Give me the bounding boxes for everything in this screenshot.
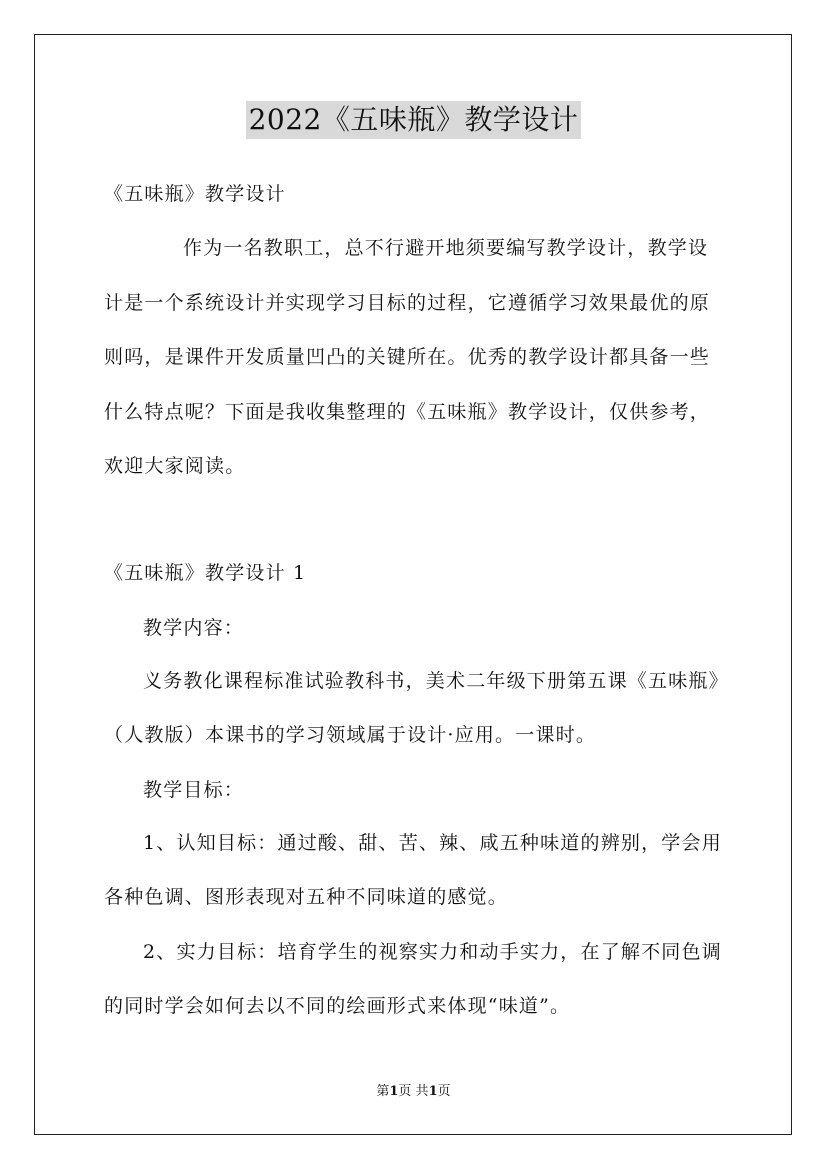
- page-footer: [0, 1083, 827, 1101]
- goal2-line-2: 的同时学会如何去以不同的绘画形式来体现“味道”。: [104, 995, 571, 1017]
- title-container: [0, 101, 827, 139]
- document-title: 2022《五味瓶》教学设计: [246, 101, 582, 139]
- content-line-1: 义务教化课程标准试验教科书，美术二年级下册第五课《五味瓶》: [143, 670, 729, 692]
- goal1-line-2: 各种色调、图形表现对五种不同味道的感觉。: [104, 886, 509, 908]
- footer-mid: 页 共: [398, 1084, 429, 1099]
- goal1-line-1: 1、认知目标：通过酸、甜、苦、辣、咸五种味道的辨别，学会用: [143, 832, 722, 854]
- current-page-number: 1: [389, 1084, 399, 1099]
- content-heading: 教学内容：: [143, 617, 245, 639]
- intro-line-3: 则吗，是课件开发质量凹凸的关键所在。优秀的教学设计都具备一些: [104, 346, 711, 368]
- intro-line-2: 计是一个系统设计并实现学习目标的过程，它遵循学习效果最优的原: [104, 292, 711, 314]
- total-pages-number: 1: [428, 1084, 438, 1099]
- goal2-line-1: 2、实力目标：培育学生的视察实力和动手实力，在了解不同色调: [143, 941, 722, 963]
- intro-line-4: 什么特点呢？下面是我收集整理的《五味瓶》教学设计，仅供参考，: [104, 401, 711, 423]
- section1-heading: 《五味瓶》教学设计 1: [104, 562, 307, 584]
- intro-line-5: 欢迎大家阅读。: [104, 455, 246, 477]
- intro-line-1: 作为一名教职工，总不行避开地须要编写教学设计，教学设: [183, 237, 709, 259]
- goals-heading: 教学目标：: [143, 779, 245, 801]
- content-line-2: （人教版）本课书的学习领域属于设计·应用。一课时。: [104, 724, 597, 746]
- footer-prefix: 第: [376, 1084, 390, 1099]
- subtitle: 《五味瓶》教学设计: [104, 183, 286, 205]
- footer-suffix: 页: [437, 1084, 451, 1099]
